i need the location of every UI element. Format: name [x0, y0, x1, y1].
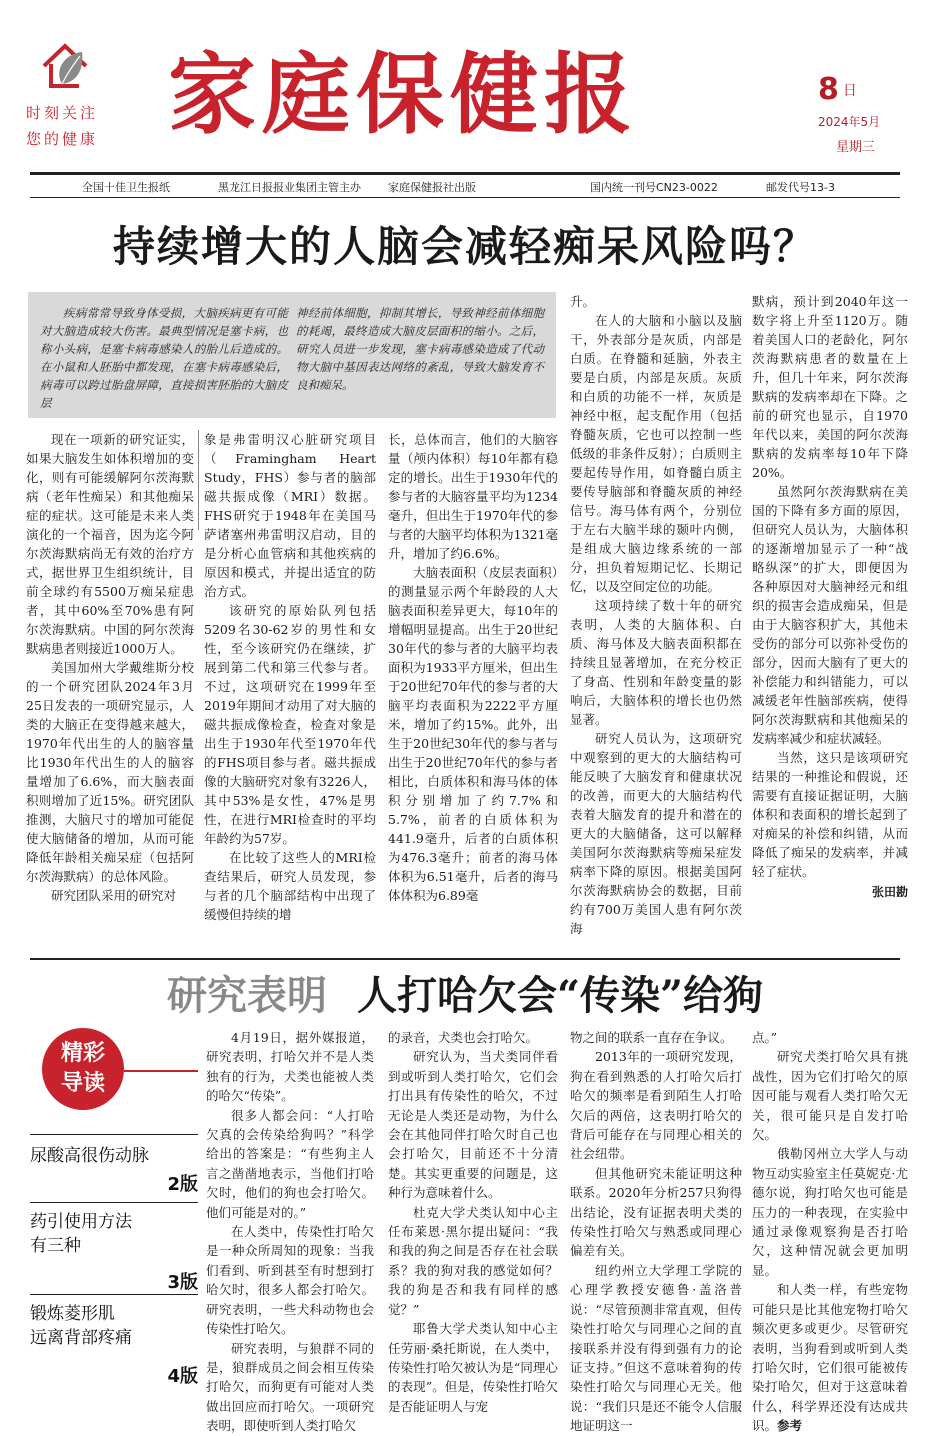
teaser-title-line-1: 锻炼菱形肌	[30, 1304, 115, 1324]
teaser-divider	[30, 1202, 198, 1203]
paragraph: 在人类中，传染性打哈欠是一种众所周知的现象：当我们看到、听到甚至有时想到打哈欠时，很多人都会打哈欠。研究表明，一些犬科动物也会传染性打哈欠。	[206, 1224, 374, 1337]
teaser-item[interactable]	[30, 1202, 198, 1296]
info-bar-rule	[30, 197, 900, 198]
article-2-kicker: 研究表明	[166, 973, 327, 1019]
teaser-item[interactable]	[30, 1294, 198, 1390]
slogan	[26, 100, 98, 152]
article-2-title: 人打哈欠会“传染”给狗	[356, 972, 763, 1019]
newspaper-title: 家庭保健报	[168, 42, 639, 146]
article-1-column-3	[388, 430, 558, 950]
teaser-divider	[30, 1134, 198, 1135]
teaser-title: 尿酸高很伤动脉	[30, 1146, 149, 1166]
paragraph: 这项持续了数十年的研究表明，人类的大脑体积、白质、海马体及大脑表面积都在持续且显著增加，在充分校正了身高、性别和年龄变量的影响后，大脑体积的增长也仍然显著。	[570, 598, 742, 727]
paragraph: 杜克大学犬类认知中心主任布莱恩·黑尔提出疑问：“我和我的狗之间是否存在社会联系？我的狗对我的感觉如何？我的狗是否和我有同样的感觉？”	[388, 1204, 558, 1317]
paragraph: 研究表明，与狼群不同的是，狼群成员之间会相互传染打哈欠，而狗更有可能对人类做出回应而打哈欠。一项研究表明，即使听到人类打哈欠	[206, 1340, 374, 1434]
issue-weekday: 星期三	[836, 140, 876, 155]
issue-date	[818, 72, 918, 155]
paragraph: 象是弗雷明汉心脏研究项目（Framingham Heart Study，FHS）参与者的脑部磁共振成像（MRI）数据。FHS研究于1948年在美国马萨诸塞州弗雷明汉启动，目的是分析心血管病和其他疾病的原因和模式，并提出适宜的防治方式。	[204, 432, 376, 599]
paragraph: 很多人都会问：“人打哈欠真的会传染给狗吗？”科学给出的答案是：“有些狗主人言之凿凿地表示，当他们打哈欠时，他们的狗也会打哈欠。他们可能是对的。”	[206, 1107, 374, 1220]
paragraph: 升。	[570, 294, 596, 309]
paragraph: 点。”	[752, 1030, 778, 1045]
article-2-column-3	[570, 1028, 742, 1434]
column-divider	[198, 430, 199, 530]
teaser-page: 4版	[167, 1366, 198, 1387]
slogan-line-2: 您的健康	[26, 130, 99, 148]
paragraph: 现在一项新的研究证实，如果大脑发生如体积增加的变化，则有可能缓解阿尔茨海默病（老年性痴呆）和其他痴呆症的症状。这可能是未来人类演化的一个福音，因为迄今阿尔茨海默病尚无有效的治疗方式，据世界卫生组织统计，目前全球约有5500万痴呆症患者，其中60%至70%患有阿尔茨海默病。中国的阿尔茨海默病患者则接近1000万人。	[26, 432, 194, 656]
paragraph: 研究团队采用的研究对	[51, 888, 177, 903]
teaser-title-line-1: 药引使用方法	[30, 1212, 132, 1232]
article-2-column-4	[752, 1028, 908, 1434]
badge-line-2: 导读	[60, 1071, 105, 1096]
paragraph: 研究犬类打哈欠具有挑战性，因为它们打哈欠的原因可能与观看人类打哈欠无关，很可能只是自发打哈欠。	[752, 1049, 908, 1143]
paragraph: 物之间的联系一直存在争议。	[570, 1030, 733, 1045]
paragraph: 研究人员认为，这项研究中观察到的更大的大脑结构可能反映了大脑发育和健康状况的改善，而更大的大脑结构代表着大脑发育的提升和潜在的更大的大脑储备，这可以解释美国阿尔茨海默病等痴呆症发病率下降的原因。根据美国阿尔茨海默病协会的数据，目前约有700万美国人患有阿尔茨海	[570, 731, 742, 936]
highlights-badge	[42, 1028, 124, 1110]
issue-day-suffix: 日	[842, 83, 857, 99]
paragraph: 4月19日，据外媒报道，研究表明，打哈欠并不是人类独有的行为，犬类也能被人类的哈欠“传染”。	[206, 1030, 374, 1104]
paragraph-text: 和人类一样，有些宠物可能只是比其他宠物打哈欠频次更多或更少。尽管研究表明，当狗看到或听到人类打哈欠时，它们很可能被传染打哈欠，但对于这意味着什么，科学界还没有达成共识。	[752, 1282, 908, 1434]
article-1-intro	[28, 292, 556, 418]
paragraph: 但其他研究未能证明这种联系。2020年分析257只狗得出结论，没有证据表明犬类的传染性打哈欠与熟悉或同理心偏差有关。	[570, 1165, 742, 1259]
highlights-sidebar	[26, 1028, 198, 1392]
paragraph: 该研究的原始队列包括5209名30-62岁的男性和女性，至今该研究仍在继续，扩展到第二代和第三代参与者。不过，这项研究在1999年至2019年期间才动用了对大脑的磁共振成像检查，检查对象是出生于1930年代至1970年代的FHS项目参与者。磁共振成像的大脑研究对象有3226人，其中53%是女性，47%是男性，在进行MRI检查时的平均年龄约为57岁。	[204, 603, 376, 846]
intro-text-left: 疾病常常导致身体受损，大脑疾病更有可能对大脑造成较大伤害。最典型情况是塞卡病，也称小头病，是塞卡病毒感染人的胎儿后造成的。在小鼠和人胚胎中都发现，在塞卡病毒感染后，病毒可以跨过胎盘屏障，直接损害胚胎的大脑皮层	[40, 306, 288, 410]
paragraph: 美国加州大学戴维斯分校的一个研究团队2024年3月25日发表的一项研究显示，人类的大脑正在变得越来越大，1970年代出生的人的脑容量比1930年代出生的人的脑容量增加了6.6%，而大脑表面积则增加了近15%。研究团队推测，大脑尺寸的增加可能促使大脑储备的增加，从而可能降低年龄相关痴呆症（包括阿尔茨海默病）的总体风险。	[26, 660, 194, 884]
teaser-page: 3版	[167, 1272, 198, 1293]
article-2-column-1	[206, 1028, 374, 1434]
teaser-title-line-2: 有三种	[30, 1236, 81, 1256]
article-2-column-2	[388, 1028, 558, 1414]
article-1-column-4	[570, 292, 742, 950]
paragraph	[752, 1280, 908, 1435]
publisher-text: 家庭保健报社出版	[388, 181, 476, 194]
teaser-item[interactable]	[30, 1134, 198, 1200]
masthead	[0, 0, 930, 180]
postal-code-text: 邮发代号13-3	[766, 181, 835, 194]
teaser-page: 2版	[167, 1174, 198, 1195]
paragraph: 大脑表面积（皮层表面积）的测量显示两个年龄段的人大脑表面积差异更大，每10年的增幅明显提高。出生于20世纪30年代的参与者的大脑平均表面积为1933平方厘米，但出生于20世纪70年代的参与者的大脑平均表面积为2222平方厘米，增加了约15%。此外，出生于20世纪30年代的参与者与出生于20世纪70年代的参与者相比，白质体积和海马体的体积分别增加了约7.7%和5.7%，前者的白质体积为441.9毫升，后者的白质体积为476.3毫升；前者的海马体体积为6.51毫升，后者的海马体体积为6.89毫	[388, 565, 558, 903]
publication-info-bar	[30, 177, 900, 197]
teaser-divider	[30, 1294, 198, 1295]
paragraph: 当然，这只是该项研究结果的一种推论和假说，还需要有直接证据证明，大脑体积和表面积的增长起到了对痴呆的补偿和纠错，从而降低了痴呆的发病率，并减轻了症状。	[752, 750, 908, 879]
masthead-rule	[30, 172, 900, 175]
section-rule	[30, 958, 900, 960]
article-1-column-1	[26, 430, 194, 950]
paragraph: 长，总体而言，他们的大脑容量（颅内体积）每10年都有稳定的增长。出生于1930年代的参与者的大脑容量平均为1234毫升，但出生于1970年代的参与者的大脑平均体积为1321毫升，增加了约6.6%。	[388, 432, 558, 561]
paragraph: 研究认为，当犬类同伴看到或听到人类打哈欠，它们会打出具有传染性的哈欠，不过无论是人类还是动物，为什么会在其他同伴打哈欠时自己也会打哈欠，目前还不十分清楚。其实更重要的问题是，这种行为意味着什么。	[388, 1049, 558, 1201]
paragraph: 虽然阿尔茨海默病在美国的下降有多方面的原因，但研究人员认为，大脑体积的逐渐增加显示了一种“战略纵深”的扩大，即便因为各种原因对大脑神经元和组织的损害会造成痴呆，但是由于大脑容积扩大，其他未受伤的部分可以弥补受伤的部分，因而大脑有了更大的补偿能力和纠错能力，可以减缓老年性脑部疾病，使得阿尔茨海默病和其他痴呆的发病率减少和症状减轻。	[752, 484, 908, 746]
paragraph: 纽约州立大学理工学院的心理学教授安德鲁·盖洛普说：“尽管预测非常直观，但传染性打哈欠与同理心之间的直接联系并没有得到强有力的论证支持。”但这不意味着狗的传染性打哈欠与同理心无关。他说：“我们只是还不能令人信服地证明这一	[570, 1262, 742, 1434]
badge-underline	[124, 1070, 198, 1072]
author-byline: 张田勘	[871, 885, 908, 899]
issue-day: 8	[818, 72, 839, 107]
article-1-column-2	[204, 430, 376, 950]
teaser-title-line-2: 远离背部疼痛	[30, 1328, 132, 1348]
cn-number-text: 国内统一刊号CN23-0022	[590, 181, 718, 194]
article-1-column-5	[752, 292, 908, 950]
paragraph: 在比较了这些人的MRI检查结果后，研究人员发现，参与者的几个脑部结构中出现了缓慢但持续的增	[204, 850, 376, 922]
badge-line-1: 精彩	[60, 1041, 105, 1066]
intro-text-right: 神经前体细胞，抑制其增长，导致神经前体细胞的耗竭，最终造成大脑皮层面积的缩小。之后，研究人员进一步发现，塞卡病毒感染造成了代动物大脑中基因表达网络的紊乱，导致大脑发育不良和痴呆。	[296, 306, 544, 392]
issue-year-month: 2024年5月	[818, 115, 881, 129]
paragraph: 默病，预计到2040年这一数字将上升至1120万。随着美国人口的老龄化，阿尔茨海默病患者的数量在上升，但几十年来，阿尔茨海默病的发病率却在下降。之前的研究也显示，自1970年代以来，美国的阿尔茨海默病的发病率每10年下降20%。	[752, 294, 908, 480]
paragraph: 俄勒冈州立大学人与动物互动实验室主任莫妮克·尤德尔说，狗打哈欠也可能是压力的一种表现，在实验中通过录像观察狗是否打哈欠，这种情况就会更加明显。	[752, 1146, 908, 1278]
paragraph: 2013年的一项研究发现，狗在看到熟悉的人打哈欠后打哈欠的频率是看到陌生人打哈欠后的两倍，这表明打哈欠的背后可能存在与同理心相关的社会纽带。	[570, 1049, 742, 1162]
paragraph: 耶鲁大学犬类认知中心主任劳丽·桑托斯说，在人类中，传染性打哈欠被认为是“同理心的表现”。但是，传染性打哈欠是否能证明人与宠	[388, 1321, 558, 1414]
paragraph: 在人的大脑和小脑以及脑干，外表部分是灰质，内部是白质。在脊髓和延脑，外表主要是白质，内部是灰质。灰质和白质的功能不一样，灰质是神经中枢，起支配作用（包括脊髓灰质，它也可以控制一些低级的非条件反射）；白质则主要起传导作用，如脊髓白质主要传导脑部和脊髓灰质的神经信号。海马体有两个，分别位于左右大脑半球的颞叶内侧，是组成大脑边缘系统的一部分，担负着短期记忆、长期记忆，以及空间定位的功能。	[570, 313, 742, 594]
publisher-group-text: 黑龙江日报报业集团主管主办	[218, 181, 361, 194]
slogan-line-1: 时刻关注	[26, 104, 99, 122]
continued-marker: 参考	[777, 1418, 803, 1434]
paragraph: 的录音，犬类也会打哈欠。	[388, 1030, 539, 1045]
article-2-headline	[0, 964, 930, 1021]
award-text: 全国十佳卫生报纸	[82, 181, 170, 194]
house-leaf-logo-icon	[40, 40, 90, 92]
article-1-headline: 持续增大的人脑会减轻痴呆风险吗？	[112, 222, 817, 271]
